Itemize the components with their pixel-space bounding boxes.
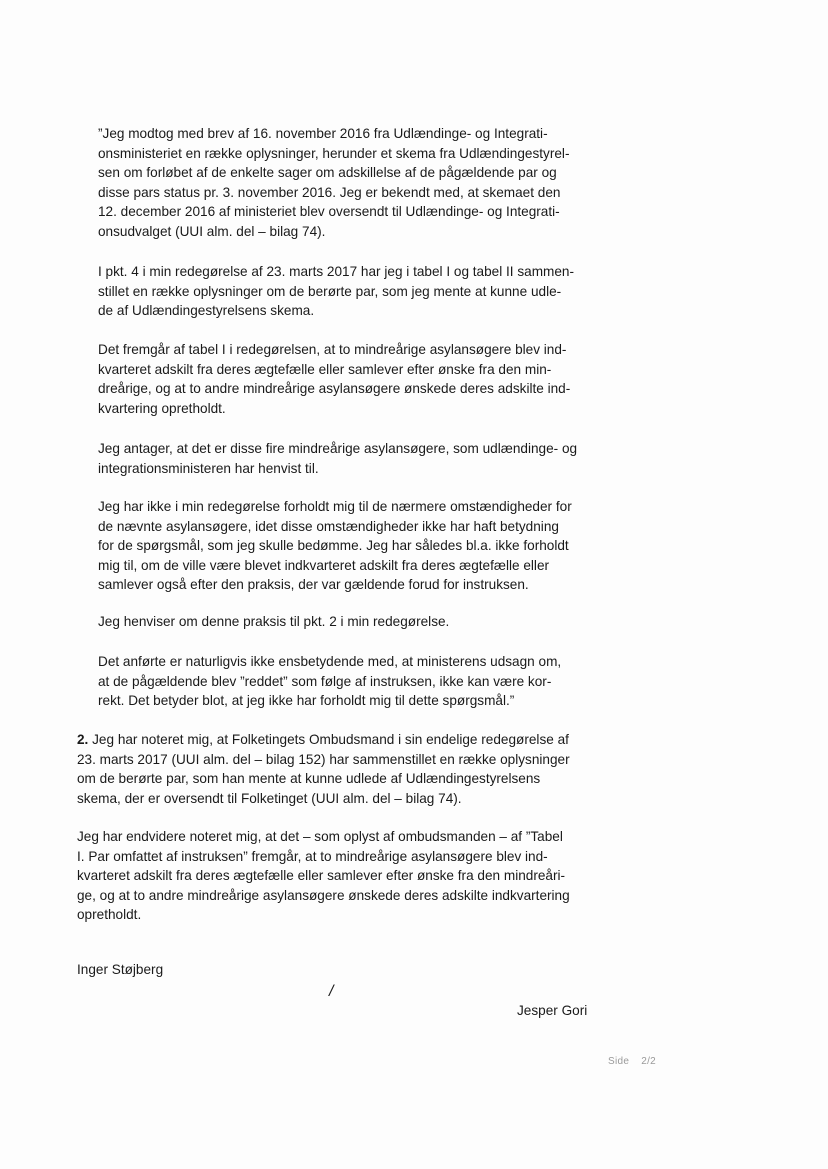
- section-2-text: Jeg har noteret mig, at Folketingets Ombudsmand i sin endelige redegørelse af 23. marts 2017 (UUI alm. del – bilag 152) har sammenstillet en række oplysninger om de berørte par, som han mente at kunne udlede af Udlændingestyrelsens skema, der er oversendt til Folketinget (UUI alm. del – bilag 74).: [77, 732, 570, 806]
- quote-paragraph-3: Det fremgår af tabel I i redegørelsen, at to mindreårige asylansøgere blev ind- kvarteret adskilt fra deres ægtefælle eller samlever efter ønske fra den min- dreårige, og at to andre mindreårige asylansøgere ønskede deres adskilte ind- kvartering opretholdt.: [98, 342, 571, 416]
- section-2-paragraph: [77, 730, 592, 808]
- page-count: 2/2: [641, 1056, 657, 1067]
- quote-paragraph-1: ”Jeg modtog med brev af 16. november 2016 fra Udlændinge- og Integrati- onsministeriet en række oplysninger, herunder et skema fra Udlændingestyrel- sen om forløbet af de enkelte sager om adskillelse af de pågældende par og disse pars status pr. 3. november 2016. Jeg er bekendt med, at skemaet den 12. december 2016 af ministeriet blev oversendt til Udlændinge- og Integrati- onsudvalget (UUI alm. del – bilag 74).: [98, 126, 570, 239]
- quote-paragraph-5: Jeg har ikke i min redegørelse forholdt mig til de nærmere omstændigheder for de nævnte asylansøgere, idet disse omstændigheder ikke har haft betydning for de spørgsmål, som jeg skulle bedømme. Jeg har således bl.a. ikke forholdt mig til, om de ville være blevet indkvarteret adskilt fra deres ægtefælle eller samlever også efter den praksis, der var gældende forud for instruksen.: [98, 499, 572, 593]
- section-2-paragraph-2: Jeg har endvidere noteret mig, at det – som oplyst af ombudsmanden – af ”Tabel I. Par omfattet af instruksen” fremgår, at to mindreårige asylansøgere blev ind- kvarteret adskilt fra deres ægtefælle eller samlever efter ønske fra den mindreåri- ge, og at to andre mindreårige asylansøgere ønskede deres adskilte indkvartering opretholdt.: [77, 829, 570, 923]
- page-number: [608, 1056, 656, 1067]
- page-side-label: Side: [608, 1056, 630, 1067]
- quote-paragraph-7: Det anførte er naturligvis ikke ensbetydende med, at ministerens udsagn om, at de pågældende blev ”reddet” som følge af instruksen, ikke kan være kor- rekt. Det betyder blot, at jeg ikke har forholdt mig til dette spørgsmål.”: [98, 654, 562, 709]
- signature-jesper-gori: Jesper Gori: [517, 1003, 588, 1018]
- quote-paragraph-6: Jeg henviser om denne praksis til pkt. 2 i min redegørelse.: [98, 614, 450, 629]
- section-number: 2.: [77, 732, 89, 747]
- quote-paragraph-2: I pkt. 4 i min redegørelse af 23. marts 2017 har jeg i tabel I og tabel II sammen- stillet en række oplysninger om de berørte par, som jeg mente at kunne udle- de af Udlændingestyrelsens skema.: [98, 264, 575, 319]
- signature-inger-stojberg: Inger Støjberg: [77, 962, 164, 977]
- signature-separator: /: [329, 983, 334, 1000]
- quote-paragraph-4: Jeg antager, at det er disse fire mindreårige asylansøgere, som udlændinge- og integrationsministeren har henvist til.: [98, 441, 578, 476]
